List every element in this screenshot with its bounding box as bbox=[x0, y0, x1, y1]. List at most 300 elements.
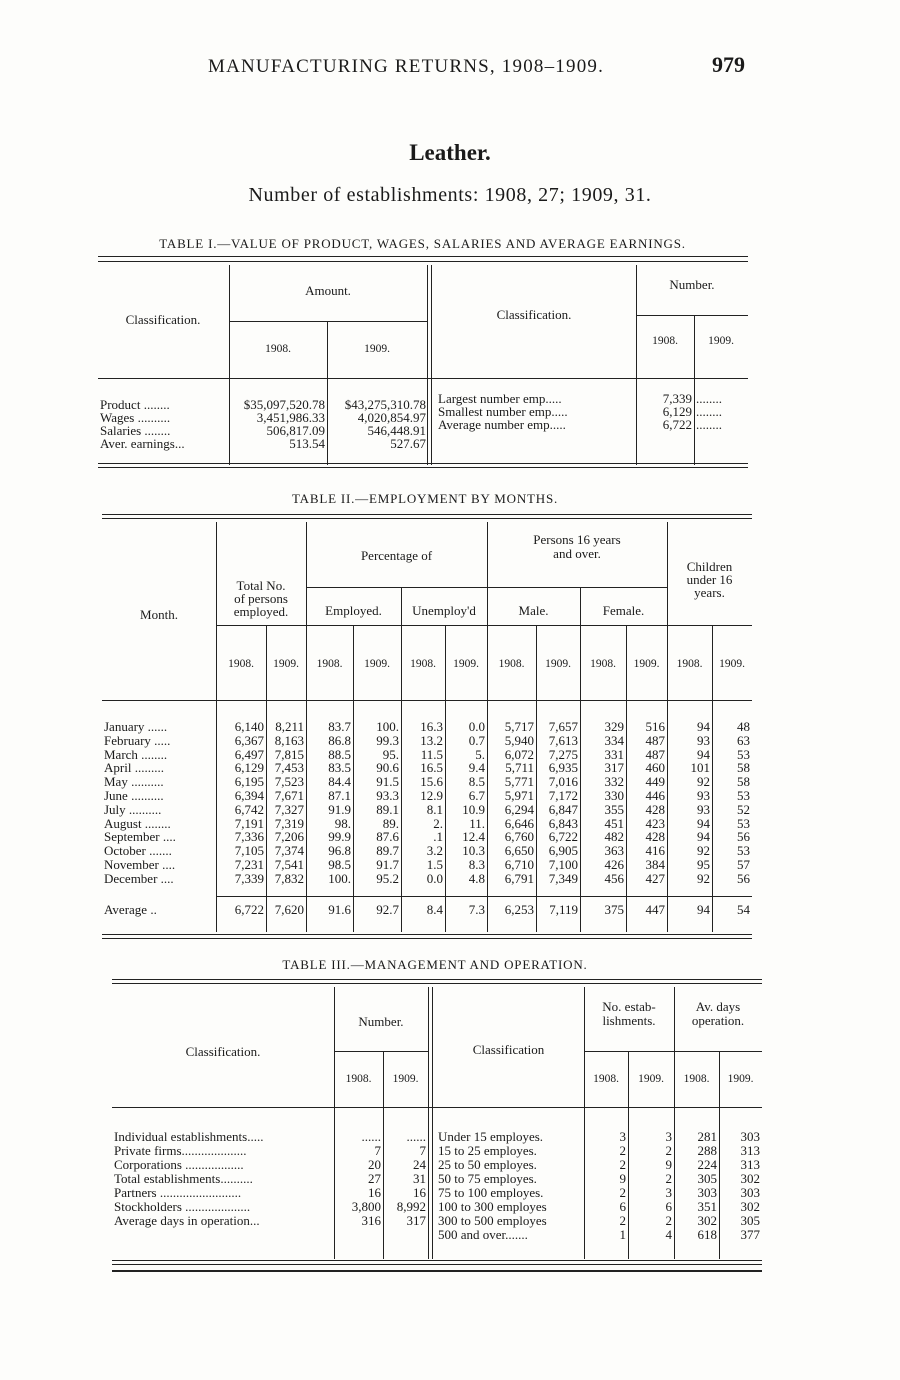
value-f08: 317 bbox=[604, 760, 624, 776]
value-t08: 6,129 bbox=[234, 760, 264, 776]
value-d09: 303 bbox=[740, 1129, 760, 1144]
row-label: Average days in operation... bbox=[114, 1213, 260, 1228]
value-m08: 5,717 bbox=[504, 719, 534, 734]
value-e08: 99.9 bbox=[328, 829, 351, 845]
value-e08: 9 bbox=[619, 1171, 626, 1186]
value-1909: ........ bbox=[696, 417, 722, 432]
table2-caption: TABLE II.—EMPLOYMENT BY MONTHS. bbox=[291, 491, 559, 506]
rule bbox=[98, 378, 748, 379]
row-label: 300 to 500 employes bbox=[438, 1213, 547, 1228]
table3-h-number: Number. bbox=[358, 1014, 404, 1029]
table1-h-number-1909: 1909. bbox=[708, 335, 734, 347]
month-label: January ...... bbox=[104, 719, 168, 734]
row-label: 50 to 75 employes. bbox=[438, 1171, 537, 1186]
row-label: 75 to 100 employes. bbox=[438, 1185, 544, 1200]
value-m09: 7,657 bbox=[548, 719, 578, 734]
value-m08: 5,971 bbox=[504, 787, 534, 803]
value-f08: 355 bbox=[604, 801, 624, 817]
average-label: Average .. bbox=[104, 902, 157, 917]
value-c09: 56 bbox=[737, 870, 750, 886]
value-e08: 2 bbox=[619, 1143, 626, 1158]
value-1909: 24 bbox=[413, 1157, 426, 1172]
month-label: October ....... bbox=[104, 843, 172, 859]
table2-h-total-line: Total No. bbox=[236, 578, 286, 593]
month-row bbox=[102, 858, 752, 872]
table1-left-body bbox=[98, 398, 428, 450]
average-u09: 7.3 bbox=[468, 902, 485, 917]
rule bbox=[229, 321, 427, 322]
value-c08: 93 bbox=[697, 787, 710, 803]
table-row bbox=[436, 1144, 762, 1158]
value-e09: 2 bbox=[665, 1143, 672, 1158]
value-d09: 313 bbox=[740, 1157, 760, 1172]
value-1909: 546,448.91 bbox=[367, 423, 426, 438]
value-e08: 96.8 bbox=[328, 843, 351, 859]
value-u09: 11. bbox=[469, 815, 485, 831]
value-u08: 15.6 bbox=[420, 774, 443, 790]
rule bbox=[98, 467, 748, 468]
value-c09: 63 bbox=[737, 732, 750, 748]
value-c09: 48 bbox=[737, 719, 750, 734]
row-label: Largest number emp..... bbox=[438, 391, 562, 406]
table2-h-children bbox=[667, 560, 752, 599]
value-t08: 6,497 bbox=[234, 746, 264, 762]
value-c09: 53 bbox=[737, 815, 750, 831]
value-m08: 6,760 bbox=[504, 829, 534, 845]
table1-h-number: Number. bbox=[669, 277, 715, 292]
row-label: Total establishments.......... bbox=[114, 1171, 253, 1186]
page-header bbox=[0, 52, 900, 82]
value-t08: 7,105 bbox=[234, 843, 264, 859]
row-label: 15 to 25 employes. bbox=[438, 1143, 537, 1158]
value-1908: 27 bbox=[368, 1171, 381, 1186]
table2-h-total-line: employed. bbox=[233, 604, 289, 619]
row-label: Corporations .................. bbox=[114, 1157, 244, 1172]
value-t08: 6,195 bbox=[234, 774, 264, 790]
value-1908: 506,817.09 bbox=[266, 423, 325, 438]
value-m08: 6,072 bbox=[504, 746, 534, 762]
table2-h-children-line: Children bbox=[686, 559, 733, 574]
value-t09: 7,206 bbox=[274, 829, 304, 845]
value-e08: 98.5 bbox=[328, 856, 351, 872]
value-f09: 384 bbox=[645, 856, 665, 872]
month-row bbox=[102, 803, 752, 817]
value-t09: 7,671 bbox=[274, 787, 304, 803]
table3-h-1908: 1908. bbox=[345, 1073, 372, 1085]
value-e08: 3 bbox=[619, 1129, 626, 1144]
table1-h-1908: 1908. bbox=[265, 343, 291, 355]
rule bbox=[98, 463, 748, 464]
value-d08: 302 bbox=[697, 1213, 717, 1228]
value-e09: 2 bbox=[665, 1171, 672, 1186]
rule bbox=[98, 256, 748, 257]
table-row bbox=[436, 1200, 762, 1214]
value-m08: 5,711 bbox=[505, 760, 534, 776]
table-row bbox=[436, 1158, 762, 1172]
value-f09: 427 bbox=[645, 870, 665, 886]
average-f08: 375 bbox=[604, 902, 624, 917]
table3-h-days-1908: 1908. bbox=[683, 1073, 710, 1085]
value-t09: 8,163 bbox=[274, 732, 304, 748]
value-u08: 13.2 bbox=[420, 732, 443, 748]
table-row bbox=[112, 1186, 428, 1200]
value-c09: 53 bbox=[737, 787, 750, 803]
table-row bbox=[112, 1144, 428, 1158]
table3-h-days-line: operation. bbox=[691, 1013, 745, 1028]
value-u08: 16.3 bbox=[420, 719, 443, 734]
table2-h-1909: 1909. bbox=[633, 658, 660, 670]
value-m08: 6,791 bbox=[504, 870, 534, 886]
value-e08: 83.5 bbox=[328, 760, 351, 776]
table3-h-classification-right: Classification bbox=[472, 1042, 545, 1057]
table2-h-1908: 1908. bbox=[410, 658, 436, 670]
row-label: Stockholders .................... bbox=[114, 1199, 251, 1214]
value-m08: 5,771 bbox=[504, 774, 534, 790]
value-1908: 3,800 bbox=[351, 1199, 381, 1214]
table-row bbox=[112, 1200, 428, 1214]
value-e09: 95. bbox=[382, 746, 399, 762]
average-c09: 54 bbox=[737, 902, 750, 917]
rule bbox=[102, 518, 752, 519]
table-row bbox=[436, 1186, 762, 1200]
row-label: 100 to 300 employes bbox=[438, 1199, 547, 1214]
value-f08: 451 bbox=[604, 815, 624, 831]
table2-h-1909: 1909. bbox=[719, 658, 745, 670]
value-m09: 6,935 bbox=[548, 760, 578, 776]
value-f09: 487 bbox=[645, 746, 665, 762]
month-label: June .......... bbox=[104, 787, 164, 803]
row-label: Aver. earnings... bbox=[100, 436, 185, 451]
value-c09: 57 bbox=[737, 856, 750, 872]
value-c08: 95 bbox=[697, 856, 710, 872]
value-u09: 6.7 bbox=[468, 787, 485, 803]
bottom-rule bbox=[112, 1270, 762, 1272]
row-label: Average number emp..... bbox=[438, 417, 566, 432]
value-1909: 527.67 bbox=[390, 436, 426, 451]
value-m09: 7,016 bbox=[548, 774, 578, 790]
value-e08: 84.4 bbox=[328, 774, 351, 790]
value-1909: ........ bbox=[696, 404, 722, 419]
month-row bbox=[102, 817, 752, 831]
divider bbox=[432, 987, 433, 1259]
month-label: August ........ bbox=[104, 815, 171, 831]
value-d08: 305 bbox=[697, 1171, 717, 1186]
value-1908: 316 bbox=[361, 1213, 381, 1228]
row-label: Smallest number emp..... bbox=[438, 404, 568, 419]
value-1908: ...... bbox=[361, 1129, 381, 1144]
table1-h-1909: 1909. bbox=[364, 343, 390, 355]
value-e09: 95.2 bbox=[376, 870, 399, 886]
value-f08: 330 bbox=[604, 787, 624, 803]
table2-h-male: Male. bbox=[518, 603, 549, 618]
month-label: September .... bbox=[104, 829, 176, 845]
rule bbox=[98, 261, 748, 262]
value-e08: 100. bbox=[328, 870, 351, 886]
rule bbox=[102, 700, 752, 701]
row-label: 25 to 50 employes. bbox=[438, 1157, 537, 1172]
table2-h-children-line: under 16 bbox=[686, 572, 733, 587]
average-e08: 91.6 bbox=[328, 902, 351, 917]
value-1909: 8,992 bbox=[396, 1199, 426, 1214]
month-row bbox=[102, 748, 752, 762]
table3-right-body bbox=[436, 1130, 762, 1242]
rule bbox=[112, 1107, 762, 1108]
rule bbox=[636, 315, 748, 316]
value-t09: 7,374 bbox=[274, 843, 304, 859]
value-e09: 100. bbox=[376, 719, 399, 734]
table2-h-1908: 1908. bbox=[676, 658, 703, 670]
value-t09: 7,453 bbox=[274, 760, 304, 776]
table2-h-1908: 1908. bbox=[228, 658, 254, 670]
value-f09: 428 bbox=[645, 829, 665, 845]
value-e09: 9 bbox=[665, 1157, 672, 1172]
value-f09: 446 bbox=[645, 787, 665, 803]
value-u09: 0.7 bbox=[468, 732, 485, 748]
value-d08: 351 bbox=[697, 1199, 717, 1214]
value-m09: 6,847 bbox=[548, 801, 578, 817]
value-d09: 305 bbox=[740, 1213, 760, 1228]
value-e09: 87.6 bbox=[376, 829, 399, 845]
table3-left-body bbox=[112, 1130, 428, 1228]
value-1908: 7,339 bbox=[662, 391, 692, 406]
value-c08: 92 bbox=[697, 870, 710, 886]
value-t08: 7,191 bbox=[234, 815, 264, 831]
value-m09: 7,172 bbox=[548, 787, 578, 803]
value-e08: 2 bbox=[619, 1185, 626, 1200]
value-c08: 92 bbox=[697, 843, 710, 859]
value-e08: 2 bbox=[619, 1213, 626, 1228]
value-t09: 7,541 bbox=[274, 856, 304, 872]
month-label: April ......... bbox=[104, 760, 164, 776]
value-1909: ........ bbox=[696, 391, 722, 406]
month-row bbox=[102, 872, 752, 886]
page-number: 979 bbox=[712, 52, 745, 77]
value-e08: 88.5 bbox=[328, 746, 351, 762]
value-u09: 10.9 bbox=[462, 801, 485, 817]
value-c09: 58 bbox=[737, 760, 750, 776]
value-1908: $35,097,520.78 bbox=[243, 397, 325, 412]
value-u09: 5. bbox=[475, 746, 485, 762]
table1-h-classification: Classification. bbox=[125, 312, 201, 327]
value-m08: 5,940 bbox=[504, 732, 534, 748]
value-m09: 6,722 bbox=[548, 829, 578, 845]
table2-h-persons16 bbox=[487, 533, 667, 561]
rule bbox=[216, 896, 752, 897]
value-u09: 10.3 bbox=[462, 843, 485, 859]
average-c08: 94 bbox=[697, 902, 710, 917]
table3-h-days-1909: 1909. bbox=[727, 1073, 754, 1085]
value-u09: 12.4 bbox=[462, 829, 485, 845]
rule bbox=[306, 587, 667, 588]
value-f08: 331 bbox=[604, 746, 624, 762]
value-t08: 6,394 bbox=[234, 787, 264, 803]
value-e08: 98. bbox=[334, 815, 351, 831]
table1-h-amount: Amount. bbox=[305, 283, 351, 298]
value-d09: 377 bbox=[740, 1227, 760, 1242]
row-label: Private firms.................... bbox=[114, 1143, 247, 1158]
table3-caption: TABLE III.—MANAGEMENT AND OPERATION. bbox=[282, 957, 588, 972]
row-label: 500 and over....... bbox=[438, 1227, 528, 1242]
value-c08: 92 bbox=[697, 774, 710, 790]
table3-h-estab bbox=[584, 1000, 674, 1028]
value-d08: 281 bbox=[697, 1129, 717, 1144]
value-t09: 7,327 bbox=[274, 801, 304, 817]
value-1909: ...... bbox=[406, 1129, 426, 1144]
value-t08: 7,336 bbox=[234, 829, 264, 845]
value-e09: 3 bbox=[665, 1129, 672, 1144]
month-row bbox=[102, 761, 752, 775]
table1-h-number-1908: 1908. bbox=[652, 335, 678, 347]
table1-h-classification-right: Classification. bbox=[496, 307, 572, 322]
table-row bbox=[436, 1228, 762, 1242]
value-u08: 16.5 bbox=[420, 760, 443, 776]
rule bbox=[112, 1260, 762, 1261]
value-m08: 6,710 bbox=[504, 856, 534, 872]
table1-caption: TABLE I.—VALUE OF PRODUCT, WAGES, SALARIES AND AVERAGE EARNINGS. bbox=[159, 236, 686, 251]
value-e09: 91.5 bbox=[376, 774, 399, 790]
value-t09: 7,319 bbox=[274, 815, 304, 831]
value-e09: 2 bbox=[665, 1213, 672, 1228]
value-e08: 6 bbox=[619, 1199, 626, 1214]
value-c08: 94 bbox=[697, 746, 710, 762]
value-t08: 7,231 bbox=[234, 856, 264, 872]
month-label: November .... bbox=[104, 856, 176, 872]
value-1908: 513.54 bbox=[289, 436, 325, 451]
table2-h-persons16-line: and over. bbox=[553, 546, 601, 561]
average-m09: 7,119 bbox=[549, 902, 578, 917]
value-1908: 6,722 bbox=[662, 417, 692, 432]
value-m09: 6,905 bbox=[548, 843, 578, 859]
month-row bbox=[102, 720, 752, 734]
table2-h-percentage: Percentage of bbox=[360, 548, 433, 563]
value-f09: 449 bbox=[645, 774, 665, 790]
rule bbox=[102, 938, 752, 939]
value-c08: 93 bbox=[697, 732, 710, 748]
value-f09: 428 bbox=[645, 801, 665, 817]
rule bbox=[584, 1051, 762, 1052]
month-label: December .... bbox=[104, 870, 174, 886]
table2-h-employed: Employed. bbox=[325, 603, 382, 618]
running-title: MANUFACTURING RETURNS, 1908–1909. bbox=[208, 56, 605, 77]
value-f09: 416 bbox=[645, 843, 665, 859]
table-row bbox=[112, 1158, 428, 1172]
value-f09: 516 bbox=[645, 719, 665, 734]
month-row bbox=[102, 830, 752, 844]
value-u09: 8.5 bbox=[468, 774, 485, 790]
value-c08: 94 bbox=[697, 815, 710, 831]
value-1908: 20 bbox=[368, 1157, 381, 1172]
value-t09: 7,815 bbox=[274, 746, 304, 762]
table3-h-estab-1908: 1908. bbox=[593, 1073, 619, 1085]
value-1909: 7 bbox=[419, 1143, 426, 1158]
rule bbox=[112, 1264, 762, 1265]
value-e09: 90.6 bbox=[376, 760, 399, 776]
row-label: Salaries ........ bbox=[100, 423, 171, 438]
value-f08: 456 bbox=[604, 870, 624, 886]
divider bbox=[431, 265, 432, 465]
value-u08: .1 bbox=[433, 829, 443, 845]
value-f09: 460 bbox=[645, 760, 665, 776]
average-m08: 6,253 bbox=[504, 902, 534, 917]
table2-h-children-line: years. bbox=[694, 585, 725, 600]
value-d08: 618 bbox=[697, 1227, 717, 1242]
value-d08: 288 bbox=[697, 1143, 717, 1158]
value-c09: 52 bbox=[737, 801, 750, 817]
value-t08: 7,339 bbox=[234, 870, 264, 886]
value-m09: 6,843 bbox=[548, 815, 578, 831]
divider bbox=[636, 265, 637, 465]
value-1908: 7 bbox=[374, 1143, 381, 1158]
value-u08: 3.2 bbox=[426, 843, 443, 859]
value-u09: 8.3 bbox=[468, 856, 485, 872]
value-m09: 7,100 bbox=[548, 856, 578, 872]
table3-h-days-line: Av. days bbox=[695, 999, 741, 1014]
value-c08: 101 bbox=[690, 760, 710, 776]
table2-h-female: Female. bbox=[602, 603, 645, 618]
table2-h-1908: 1908. bbox=[498, 658, 525, 670]
table-row bbox=[98, 437, 428, 450]
value-u08: 1.5 bbox=[426, 856, 443, 872]
value-d08: 224 bbox=[697, 1157, 717, 1172]
value-c09: 56 bbox=[737, 829, 750, 845]
value-t09: 8,211 bbox=[275, 719, 304, 734]
table-row bbox=[436, 1130, 762, 1144]
value-t09: 7,832 bbox=[274, 870, 304, 886]
row-label: Under 15 employes. bbox=[438, 1129, 544, 1144]
value-f08: 334 bbox=[604, 732, 624, 748]
value-t08: 6,140 bbox=[234, 719, 264, 734]
value-c09: 53 bbox=[737, 746, 750, 762]
average-t08: 6,722 bbox=[234, 902, 264, 917]
month-label: July .......... bbox=[104, 801, 162, 817]
value-c08: 94 bbox=[697, 829, 710, 845]
value-1908: 6,129 bbox=[662, 404, 692, 419]
value-e08: 86.8 bbox=[328, 732, 351, 748]
table2-average bbox=[102, 903, 752, 916]
value-e09: 6 bbox=[665, 1199, 672, 1214]
value-c08: 94 bbox=[697, 719, 710, 734]
table2-body bbox=[102, 720, 752, 886]
table-row bbox=[436, 1214, 762, 1228]
divider bbox=[428, 987, 429, 1259]
average-f09: 447 bbox=[645, 902, 665, 917]
table2-h-total bbox=[216, 579, 306, 618]
value-e09: 89. bbox=[382, 815, 399, 831]
value-d09: 303 bbox=[740, 1185, 760, 1200]
table3-h-classification: Classification. bbox=[185, 1044, 261, 1059]
table-row bbox=[436, 418, 748, 431]
month-row bbox=[102, 775, 752, 789]
value-m09: 7,613 bbox=[548, 732, 578, 748]
value-e09: 3 bbox=[665, 1185, 672, 1200]
value-1909: 4,020,854.97 bbox=[357, 410, 426, 425]
value-m09: 7,349 bbox=[548, 870, 578, 886]
row-label: Partners ......................... bbox=[114, 1185, 242, 1200]
value-f08: 329 bbox=[604, 719, 624, 734]
value-u09: 9.4 bbox=[468, 760, 485, 776]
table2-h-1908: 1908. bbox=[590, 658, 616, 670]
table-row bbox=[112, 1130, 428, 1144]
table2-h-1909: 1909. bbox=[453, 658, 479, 670]
table3-h-estab-1909: 1909. bbox=[638, 1073, 664, 1085]
table2-h-1909: 1909. bbox=[545, 658, 571, 670]
value-t08: 6,742 bbox=[234, 801, 264, 817]
value-m08: 6,294 bbox=[504, 801, 534, 817]
month-row bbox=[102, 789, 752, 803]
value-f08: 426 bbox=[604, 856, 624, 872]
value-c09: 53 bbox=[737, 843, 750, 859]
value-f08: 332 bbox=[604, 774, 624, 790]
